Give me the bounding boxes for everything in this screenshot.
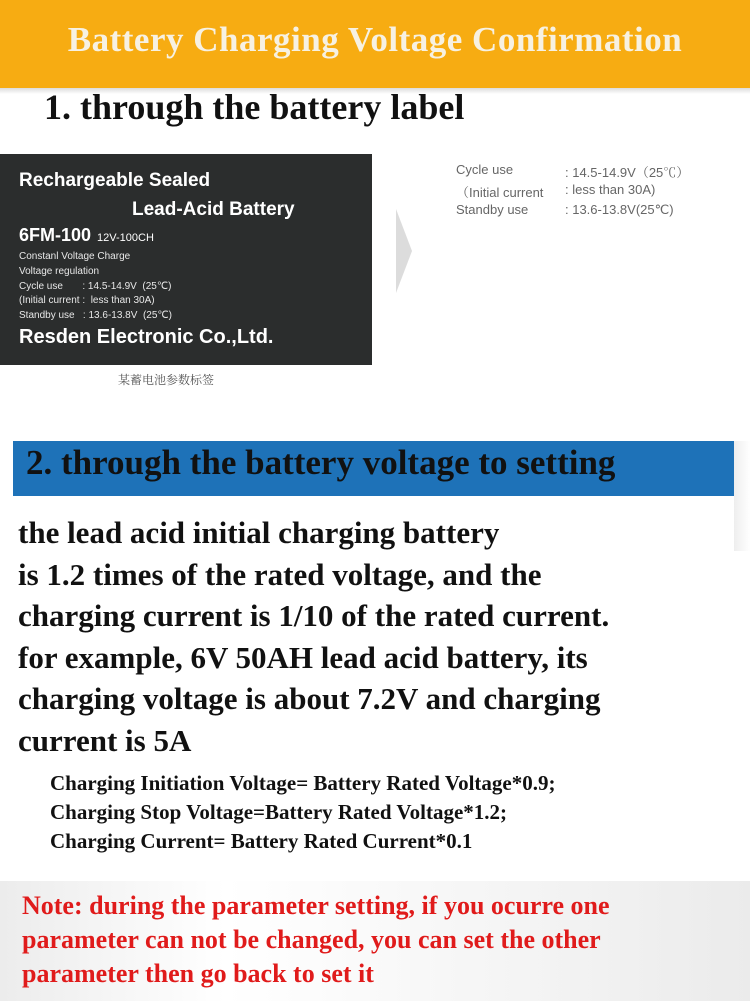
label-line-2: Lead-Acid Battery [132, 199, 295, 220]
spec-key: Standby use [456, 202, 529, 217]
spec-value: : less than 30A) [565, 182, 656, 197]
label-model-sub: 12V-100CH [97, 232, 154, 244]
spec-value: : 13.6-13.8V(25℃) [565, 202, 674, 217]
label-cycle-use: Cycle use : 14.5-14.9V (25℃) [19, 281, 172, 292]
formula-stop-voltage: Charging Stop Voltage=Battery Rated Voltage*1.2; [50, 800, 508, 824]
explanation-paragraph [18, 512, 746, 761]
label-standby-use: Standby use : 13.6-13.8V (25℃) [19, 310, 172, 321]
note [22, 889, 610, 991]
battery-label-image [0, 154, 372, 365]
note-line: parameter can not be changed, you can set the other [22, 925, 601, 954]
spec-key: Cycle use [456, 162, 514, 177]
note-line: parameter then go back to set it [22, 959, 374, 988]
paragraph-line: for example, 6V 50AH lead acid battery, its [18, 639, 588, 675]
arrow-right-icon [396, 209, 412, 293]
section-1-heading: 1. through the battery label [44, 87, 465, 127]
label-company: Resden Electronic Co.,Ltd. [19, 326, 274, 348]
formula-list [50, 769, 555, 856]
spec-key: （Initial current [456, 185, 544, 200]
paragraph-line: current is 5A [18, 722, 192, 758]
section-2-bar [13, 441, 734, 496]
label-regulation: Voltage regulation [19, 266, 100, 277]
formula-initiation-voltage: Charging Initiation Voltage= Battery Rated Voltage*0.9; [50, 771, 556, 795]
label-model-number: 6FM-100 [19, 225, 92, 245]
label-initial-current: (Initial current : less than 30A) [19, 295, 155, 306]
note-line: Note: during the parameter setting, if you ocurre one [22, 891, 610, 920]
section-2-heading: 2. through the battery voltage to setting [26, 443, 616, 482]
page-title: Battery Charging Voltage Confirmation [67, 20, 683, 59]
paragraph-line: charging voltage is about 7.2V and charging [18, 681, 601, 716]
formula-charging-current: Charging Current= Battery Rated Current*0.1 [50, 829, 473, 853]
label-model [19, 225, 154, 246]
spec-value: : 14.5-14.9V（25℃） [565, 165, 690, 180]
title-banner [0, 0, 750, 88]
label-charge-mode: Constanl Voltage Charge [19, 251, 131, 262]
label-caption: 某蓄电池参数标签 [118, 373, 215, 387]
label-line-1: Rechargeable Sealed [19, 170, 211, 191]
paragraph-line: the lead acid initial charging battery [18, 515, 500, 550]
paragraph-line: charging current is 1/10 of the rated current. [18, 598, 610, 633]
paragraph-line: is 1.2 times of the rated voltage, and the [18, 556, 542, 592]
